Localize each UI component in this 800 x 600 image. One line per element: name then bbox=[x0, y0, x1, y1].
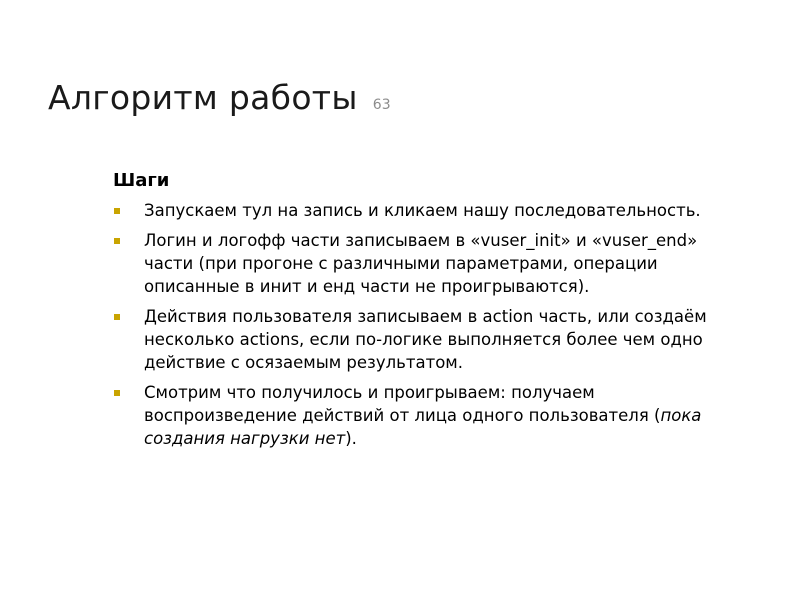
section-heading: Шаги bbox=[113, 170, 170, 191]
square-bullet-icon bbox=[114, 208, 120, 214]
list-item bbox=[113, 381, 713, 450]
list-item bbox=[113, 199, 713, 222]
slide-title bbox=[48, 78, 391, 117]
list-item bbox=[113, 305, 713, 374]
list-item-text-end: ). bbox=[345, 429, 357, 448]
slide-content bbox=[113, 170, 713, 457]
list-item-text-start: Смотрим что получилось и проигрываем: получаем воспроизведение действий от лица одного пользователя ( bbox=[144, 383, 661, 425]
page-title: Алгоритм работы bbox=[48, 78, 358, 117]
square-bullet-icon bbox=[114, 390, 120, 396]
square-bullet-icon bbox=[114, 238, 120, 244]
list-item bbox=[113, 229, 713, 298]
list-item-text-italic: пока создания нагрузки нет bbox=[144, 406, 702, 448]
list-item-text: Логин и логофф части записываем в «vuser_init» и «vuser_end» части (при прогоне с различными параметрами, операции описанные в инит и енд части не проигрываются). bbox=[144, 231, 698, 296]
square-bullet-icon bbox=[114, 314, 120, 320]
slide-number: 63 bbox=[372, 97, 391, 113]
list-item-text: Запускаем тул на запись и кликаем нашу последовательность. bbox=[144, 201, 701, 220]
bullet-list bbox=[113, 199, 713, 450]
list-item-text: Действия пользователя записываем в action часть, или создаём несколько actions, если по-логике выполняется более чем одно действие с осязаемым результатом. bbox=[144, 307, 707, 372]
